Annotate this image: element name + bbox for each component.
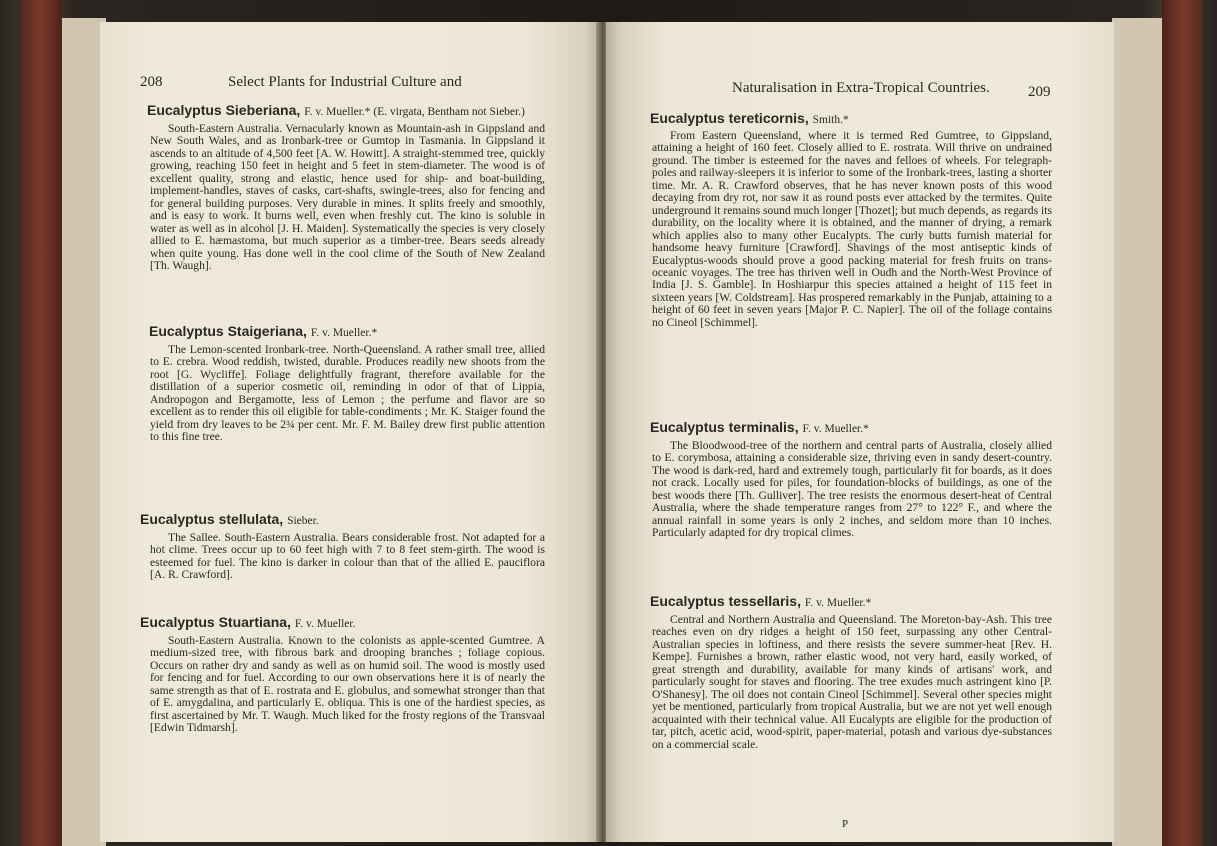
- entry-text-staigeriana: The Lemon-scented Ironbark-tree. North-Queensland. A rather small tree, allied to E. crebra. Wood reddish, twisted, durable. Produces readily new shoots from the root [G. Wycliffe]. Foliage delightfully fragrant, therefore available for the distillation of a superior cosmetic oil, reminding in odor of that of Lippia, Andropogon and Bergamotte, less of Lemon ; the perfume and flavor are so excellent as to render this oil eligible for table-condiments ; Mr. K. Staiger found the yield from dry leaves to be 2¾ per cent. Mr. F. M. Bailey drew first public attention to this fine tree.: [150, 343, 545, 444]
- entry-text-tessellaris: Central and Northern Australia and Queensland. The Moreton-bay-Ash. This tree reaches even on dry ridges a height of 150 feet, surpassing any other Central-Australian species in loftiness, and there resists the severe summer-heat [Rev. H. Kempe]. Furnishes a brown, rather elastic wood, not very hard, easily worked, of great strength and durability, available for many kinds of artisans' work, and particularly sought for staves and flooring. The tree exudes much astringent kino [P. O'Shanesy]. The oil does not contain Cineol [Schimmel]. Several other species might yet be mentioned, particularly from tropical Australia, but we are not yet well enough acquainted with their technical value. All Eucalypts are eligible for the production of tar, pitch, acetic acid, wood-spirit, paper-material, potash and various dye-substances on a commercial scale.: [652, 613, 1052, 751]
- right-page-edges: [1112, 18, 1162, 846]
- entry-title-terminalis: Eucalyptus terminalis, F. v. Mueller.*: [650, 419, 869, 435]
- left-page: [100, 22, 600, 842]
- entry-text-terminalis: The Bloodwood-tree of the northern and central parts of Australia, closely allied to E. corymbosa, attaining a considerable size, thriving even in sandy desert-country. The wood is dark-red, hard and extremely tough, particularly fit for boards, as it does not crack. Locally used for piles, for foundation-blocks of buildings, as one of the best woods there [Th. Gulliver]. The tree resists the enormous desert-heat of Central Australia, where the shade temperature ranges from 27° to 122° F., and where the annual rainfall in some years is only 2 inches, and seldom more than 10 inches. Particularly adapted for dry tropical climes.: [652, 439, 1052, 540]
- left-running-head: Select Plants for Industrial Culture and: [228, 74, 462, 90]
- entry-text-stellulata: The Sallee. South-Eastern Australia. Bears considerable frost. Not adapted for a hot clime. Trees occur up to 60 feet high with 7 to 8 feet stem-girth. The wood is esteemed for fuel. The kino is darker in colour than that of the allied E. pauciflora [A. R. Crawford].: [150, 531, 545, 582]
- entry-title-sieberiana: Eucalyptus Sieberiana, F. v. Mueller.* (E. virgata, Bentham not Sieber.): [147, 102, 525, 118]
- left-page-number: 208: [140, 74, 163, 90]
- entry-title-staigeriana: Eucalyptus Staigeriana, F. v. Mueller.*: [149, 323, 378, 339]
- entry-title-stuartiana: Eucalyptus Stuartiana, F. v. Mueller.: [140, 614, 356, 630]
- entry-text-sieberiana: South-Eastern Australia. Vernacularly known as Mountain-ash in Gippsland and New South Wales, and as Ironbark-tree or Gumtop in Tasmania. In Gippsland it ascends to an altitude of 4,500 feet [A. W. Howitt]. A straight-stemmed tree, quickly growing, reaching 150 feet in height and 5 feet in stem-diameter. The wood is of excellent quality, strong and elastic, hence used for ship- and boat-building, implement-handles, staves of casks, cart-shafts, swingle-trees, also for fencing and for general building purposes. Very durable in mines. It splits freely and smoothly, and is easy to work. It burns well, even when freshly cut. The kino is soluble in water as well as in alcohol [J. H. Maiden]. Systematically the species is very closely allied to E. hæmastoma, but much superior as a timber-tree. Bears seeds already when quite young. Has done well in the cool clime of the South of New Zealand [Th. Waugh].: [150, 122, 545, 272]
- entry-text-tereticornis: From Eastern Queensland, where it is termed Red Gumtree, to Gippsland, attaining a height of 160 feet. Closely allied to E. rostrata. Will thrive on undrained ground. The timber is esteemed for the naves and felloes of wheels. For telegraph-poles and railway-sleepers it is inferior to some of the Ironbark-trees, lasting a shorter time. Mr. A. R. Crawford observes, that he has never known posts of this wood decaying from dry rot, nor saw it as round posts ever attacked by the termites. Quite underground it remains sound much longer [Thozet]; but much depends, as regards its durability, on the locality where it is obtained, and the manner of drying, a remark which applies also to many other Eucalypts. The curly butts furnish material for handsome heavy furniture [Crawford]. Shavings of the most antiseptic kinds of Eucalyptus-woods should prove a good packing material for fresh fruits on trans-oceanic voyages. The tree has thriven well in Oudh and the North-West Province of India [J. S. Gamble]. In Hoshiarpur this species attained a height of 115 feet in sixteen years [W. Coldstream]. Has prospered remarkably in the Punjab, attaining to a height of 60 feet in seven years [Major P. C. Napier]. The oil of the foliage contains no Cineol [Schimmel].: [652, 129, 1052, 329]
- right-running-head: Naturalisation in Extra-Tropical Countries.: [732, 80, 990, 96]
- signature-mark: P: [842, 818, 849, 830]
- entry-title-tereticornis: Eucalyptus tereticornis, Smith.*: [650, 110, 849, 126]
- entry-text-stuartiana: South-Eastern Australia. Known to the colonists as apple-scented Gumtree. A medium-sized tree, with fibrous bark and drooping branches ; foliage copious. Occurs on rather dry and sandy as well as on humid soil. The wood is mostly used for fencing and for fuel. According to our own observations here it is of nearly the same strength as that of E. rostrata and E. globulus, and somewhat stronger than that of E. amygdalina, and particularly E. obliqua. This is one of the hardiest species, as first ascertained by Mr. T. Waugh. Much liked for the frosty regions of the Transvaal [Edwin Tidmarsh].: [150, 634, 545, 735]
- right-cover-edge: [1162, 0, 1202, 846]
- right-page-number: 209: [1028, 84, 1051, 100]
- right-page: [606, 22, 1114, 842]
- entry-title-stellulata: Eucalyptus stellulata, Sieber.: [140, 511, 319, 527]
- entry-title-tessellaris: Eucalyptus tessellaris, F. v. Mueller.*: [650, 593, 872, 609]
- left-cover-edge: [22, 0, 62, 846]
